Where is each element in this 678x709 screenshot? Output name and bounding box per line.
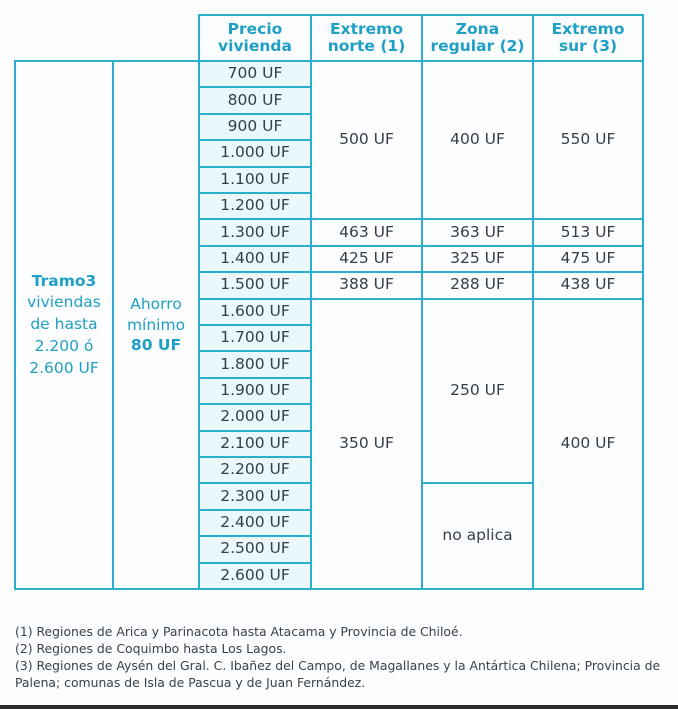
norte-cell (310, 271, 423, 299)
norte-value: 500 UF (339, 130, 394, 149)
price-row-cell (198, 403, 312, 431)
price-value: 700 UF (227, 64, 283, 83)
norte-value: 463 UF (339, 222, 394, 241)
price-row-cell (198, 298, 312, 326)
norte-value: 425 UF (339, 249, 394, 268)
regular-value: 250 UF (450, 381, 505, 400)
price-value: 2.400 UF (220, 513, 290, 532)
price-row-cell (198, 350, 312, 378)
price-value: 1.400 UF (220, 249, 290, 268)
price-row-cell (198, 139, 312, 167)
sur-cell (532, 298, 644, 590)
sur-value: 475 UF (560, 249, 616, 268)
price-value: 1.900 UF (220, 381, 290, 400)
regular-cell (421, 60, 534, 220)
price-row-cell (198, 377, 312, 405)
price-value: 2.500 UF (220, 539, 290, 558)
header-sur-cell (532, 14, 644, 62)
price-row-cell (198, 113, 312, 141)
price-row-cell (198, 166, 312, 194)
sur-value: 438 UF (560, 275, 616, 294)
footnote-1: (1) Regiones de Arica y Parinacota hasta Atacama y Provincia de Chiloé. (15, 624, 463, 639)
header-price: Precio vivienda (218, 19, 292, 55)
ahorro-label: Ahorro mínimo (126, 294, 186, 334)
price-row-cell (198, 509, 312, 537)
norte-cell (310, 60, 423, 220)
sur-value: 400 UF (560, 433, 616, 452)
header-sur: Extremo sur (3) (551, 19, 625, 55)
tramo-title: Tramo3 (31, 271, 97, 290)
regular-cell (421, 298, 534, 485)
price-row-cell (198, 535, 312, 563)
price-value: 1.800 UF (220, 354, 290, 373)
price-value: 900 UF (227, 117, 283, 136)
header-price-cell (198, 14, 312, 62)
sur-cell (532, 60, 644, 220)
price-value: 1.700 UF (220, 328, 290, 347)
header-regular-cell (421, 14, 534, 62)
sur-value: 550 UF (560, 130, 616, 149)
ahorro-cell (112, 60, 200, 590)
price-value: 2.200 UF (220, 460, 290, 479)
regular-cell (421, 482, 534, 590)
norte-value: 350 UF (339, 433, 394, 452)
price-value: 800 UF (227, 90, 283, 109)
price-value: 1.500 UF (220, 275, 290, 294)
price-row-cell (198, 86, 312, 114)
regular-value: 288 UF (450, 275, 505, 294)
sur-value: 513 UF (560, 222, 616, 241)
footnote-2: (2) Regiones de Coquimbo hasta Los Lagos. (15, 641, 287, 656)
price-row-cell (198, 245, 312, 273)
price-row-cell (198, 562, 312, 590)
sur-cell (532, 245, 644, 273)
norte-value: 388 UF (339, 275, 394, 294)
norte-cell (310, 298, 423, 590)
tramo-description: viviendas de hasta 2.200 ó 2.600 UF (27, 293, 101, 377)
ahorro-amount: 80 UF (130, 336, 182, 355)
price-row-cell (198, 456, 312, 484)
price-value: 1.100 UF (220, 169, 290, 188)
header-regular: Zona regular (2) (430, 19, 525, 55)
sur-cell (532, 218, 644, 246)
price-row-cell (198, 192, 312, 220)
tramo-cell (14, 60, 114, 590)
price-value: 2.000 UF (220, 407, 290, 426)
price-value: 2.100 UF (220, 433, 290, 452)
sur-cell (532, 271, 644, 299)
price-row-cell (198, 271, 312, 299)
regular-cell (421, 218, 534, 246)
price-value: 1.000 UF (220, 143, 290, 162)
header-norte-cell (310, 14, 423, 62)
footnotes (15, 623, 665, 691)
bottom-edge (0, 705, 678, 709)
price-value: 2.300 UF (220, 486, 290, 505)
regular-value: 363 UF (450, 222, 505, 241)
regular-value: no aplica (442, 526, 513, 545)
header-norte: Extremo norte (1) (327, 19, 406, 55)
price-value: 1.200 UF (220, 196, 290, 215)
regular-value: 325 UF (450, 249, 505, 268)
price-row-cell (198, 218, 312, 246)
price-row-cell (198, 60, 312, 88)
regular-value: 400 UF (450, 130, 505, 149)
price-value: 1.600 UF (220, 301, 290, 320)
price-row-cell (198, 324, 312, 352)
price-value: 2.600 UF (220, 565, 290, 584)
price-row-cell (198, 430, 312, 458)
norte-cell (310, 218, 423, 246)
footnote-3: (3) Regiones de Aysén del Gral. C. Ibañez del Campo, de Magallanes y la Antártica Chilena; Provincia de Palena; comunas de Isla de Pascua y de Juan Fernández. (15, 658, 661, 690)
price-value: 1.300 UF (220, 222, 290, 241)
regular-cell (421, 245, 534, 273)
norte-cell (310, 245, 423, 273)
price-row-cell (198, 482, 312, 510)
regular-cell (421, 271, 534, 299)
